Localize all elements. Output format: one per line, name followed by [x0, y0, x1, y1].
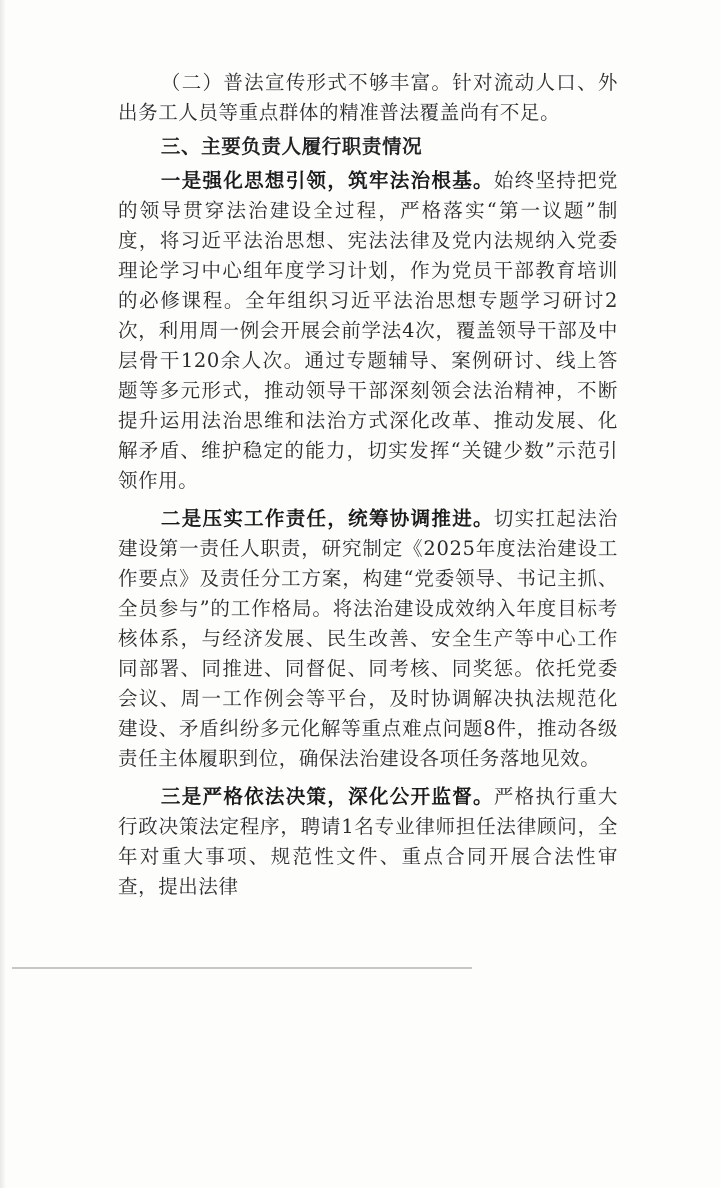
- document-body: [118, 68, 618, 902]
- paragraph-lawful-decision: [118, 782, 618, 902]
- lead-lawful-decision: 三是严格依法决策，深化公开监督。: [160, 785, 494, 808]
- paragraph-work-responsibility: [118, 504, 618, 774]
- scan-artifact-line: [12, 967, 472, 969]
- lead-work-responsibility: 二是压实工作责任，统筹协调推进。: [160, 507, 494, 530]
- body-ideological-guidance: 始终坚持把党的领导贯穿法治建设全过程，严格落实“第一议题”制度，将习近平法治思想、宪法法律及党内法规纳入党委理论学习中心组年度学习计划，作为党员干部教育培训的必修课程。全年组织习近平法治思想专题学习研讨2次，利用周一例会开展会前学法4次，覆盖领导干部及中层骨干120余人次。通过专题辅导、案例研讨、线上答题等多元形式，推动领导干部深刻领会法治精神，不断提升运用法治思维和法治方式深化改革、推动发展、化解矛盾、维护稳定的能力，切实发挥“关键少数”示范引领作用。: [118, 169, 618, 492]
- body-lawful-decision: 严格执行重大行政决策法定程序，聘请1名专业律师担任法律顾问，全年对重大事项、规范性文件、重点合同开展合法性审查，提出法律: [118, 785, 618, 898]
- lead-ideological-guidance: 一是强化思想引领，筑牢法治根基。: [160, 169, 494, 192]
- paragraph-ideological-guidance: [118, 166, 618, 496]
- scan-shadow-edge: [0, 0, 6, 1188]
- body-work-responsibility: 切实扛起法治建设第一责任人职责，研究制定《2025年度法治建设工作要点》及责任分工方案，构建“党委领导、书记主抓、全员参与”的工作格局。将法治建设成效纳入年度目标考核体系，与经济发展、民生改善、安全生产等中心工作同部署、同推进、同督促、同考核、同奖惩。依托党委会议、周一工作例会等平台，及时协调解决执法规范化建设、矛盾纠纷多元化解等重点难点问题8件，推动各级责任主体履职到位，确保法治建设各项任务落地见效。: [118, 507, 618, 770]
- paragraph-promotion-shortcoming: （二）普法宣传形式不够丰富。针对流动人口、外出务工人员等重点群体的精准普法覆盖尚有不足。: [118, 71, 618, 124]
- section-heading-responsibilities: 三、主要负责人履行职责情况: [160, 135, 423, 158]
